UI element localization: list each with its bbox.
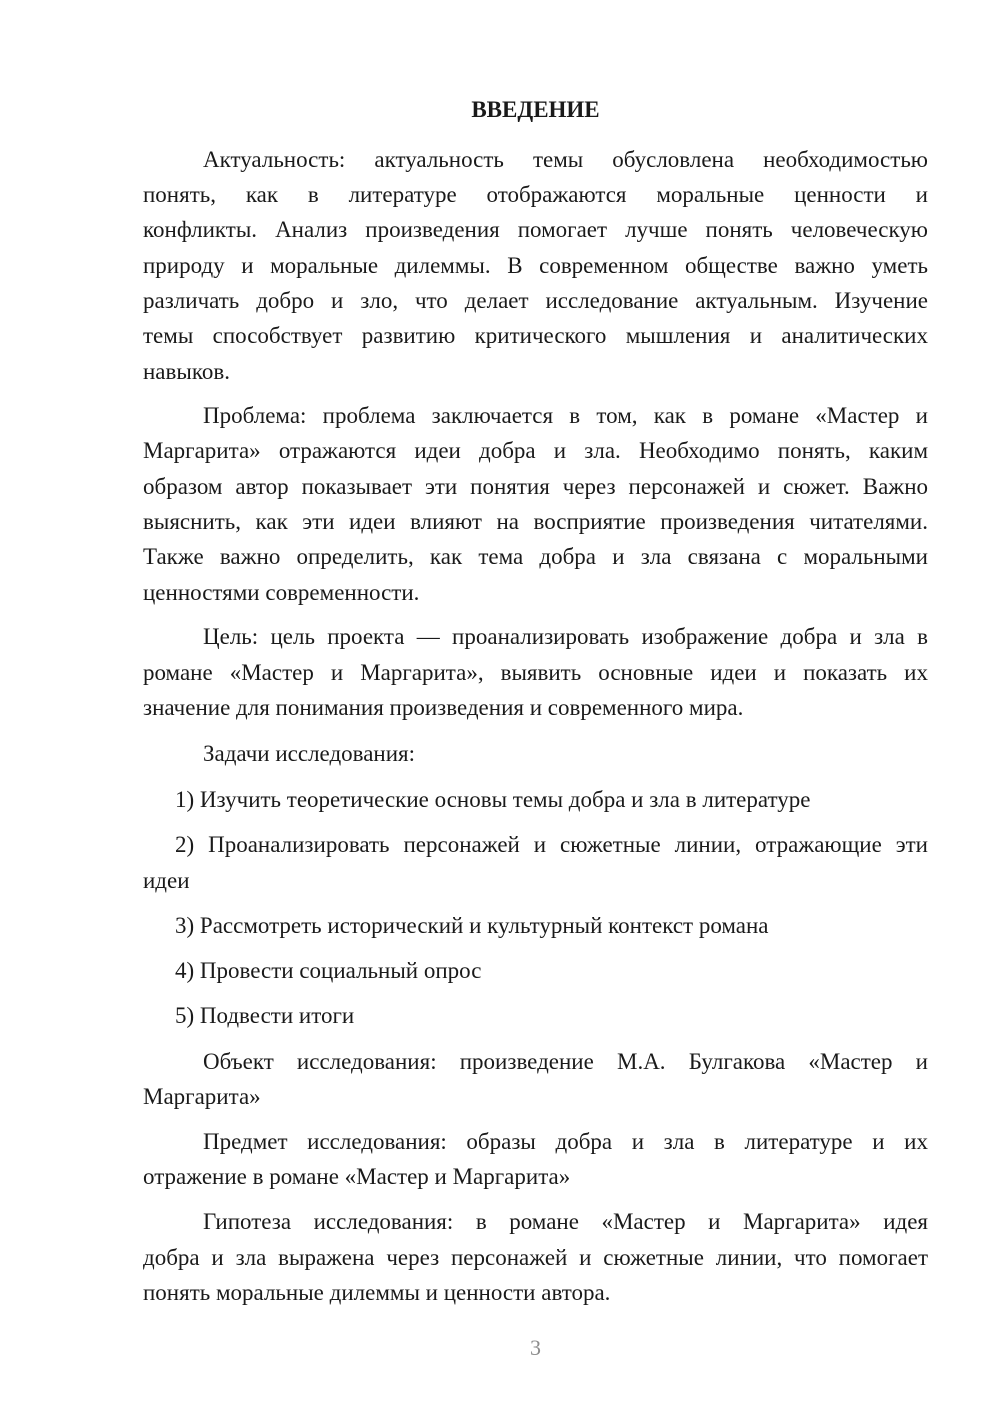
task-item: 1) Изучить теоретические основы темы добра и зла в литературе — [175, 787, 811, 812]
paragraph-line: Маргарита» отражаются идеи добра и зла. Необходимо понять, каким — [143, 438, 928, 463]
task-item: 4) Провести социальный опрос — [175, 958, 482, 983]
task-item: 2) Проанализировать персонажей и сюжетные линии, отражающие эти — [175, 832, 928, 857]
paragraph-line: Маргарита» — [143, 1084, 261, 1109]
paragraph-line: Гипотеза исследования: в романе «Мастер и Маргарита» идея — [203, 1209, 928, 1234]
task-item: 5) Подвести итоги — [175, 1003, 355, 1028]
task-item: 3) Рассмотреть исторический и культурный контекст романа — [175, 913, 769, 938]
paragraph-line: значение для понимания произведения и современного мира. — [143, 695, 744, 720]
paragraph-line: понять, как в литературе отображаются моральные ценности и — [143, 182, 928, 207]
paragraph-line: выяснить, как эти идеи влияют на восприятие произведения читателями. — [143, 509, 928, 534]
paragraph-line: Предмет исследования: образы добра и зла в литературе и их — [203, 1129, 928, 1154]
page-number: 3 — [530, 1335, 541, 1360]
task-item-continuation: идеи — [143, 868, 190, 893]
paragraph-line: романе «Мастер и Маргарита», выявить основные идеи и показать их — [143, 660, 928, 685]
section-title: ВВЕДЕНИЕ — [471, 97, 600, 122]
paragraph-line: ценностями современности. — [143, 580, 420, 605]
paragraph-line: Объект исследования: произведение М.А. Булгакова «Мастер и — [203, 1049, 928, 1074]
paragraph-line: добра и зла выражена через персонажей и сюжетные линии, что помогает — [143, 1245, 928, 1270]
paragraph-line: природу и моральные дилеммы. В современном обществе важно уметь — [143, 253, 928, 278]
paragraph-line: образом автор показывает эти понятия через персонажей и сюжет. Важно — [143, 474, 928, 499]
paragraph-line: понять моральные дилеммы и ценности автора. — [143, 1280, 611, 1305]
paragraph-line: отражение в романе «Мастер и Маргарита» — [143, 1164, 571, 1189]
paragraph-line: Проблема: проблема заключается в том, как в романе «Мастер и — [203, 403, 928, 428]
paragraph-line: Актуальность: актуальность темы обусловлена необходимостью — [203, 147, 928, 172]
tasks-heading: Задачи исследования: — [203, 741, 416, 766]
paragraph-line: Цель: цель проекта — проанализировать изображение добра и зла в — [203, 624, 928, 649]
paragraph-line: Также важно определить, как тема добра и зла связана с моральными — [143, 544, 928, 569]
paragraph-line: различать добро и зло, что делает исследование актуальным. Изучение — [143, 288, 928, 313]
paragraph-line: темы способствует развитию критического мышления и аналитических — [143, 323, 928, 348]
paragraph-line: конфликты. Анализ произведения помогает лучше понять человеческую — [143, 217, 928, 242]
paragraph-line: навыков. — [143, 359, 230, 384]
